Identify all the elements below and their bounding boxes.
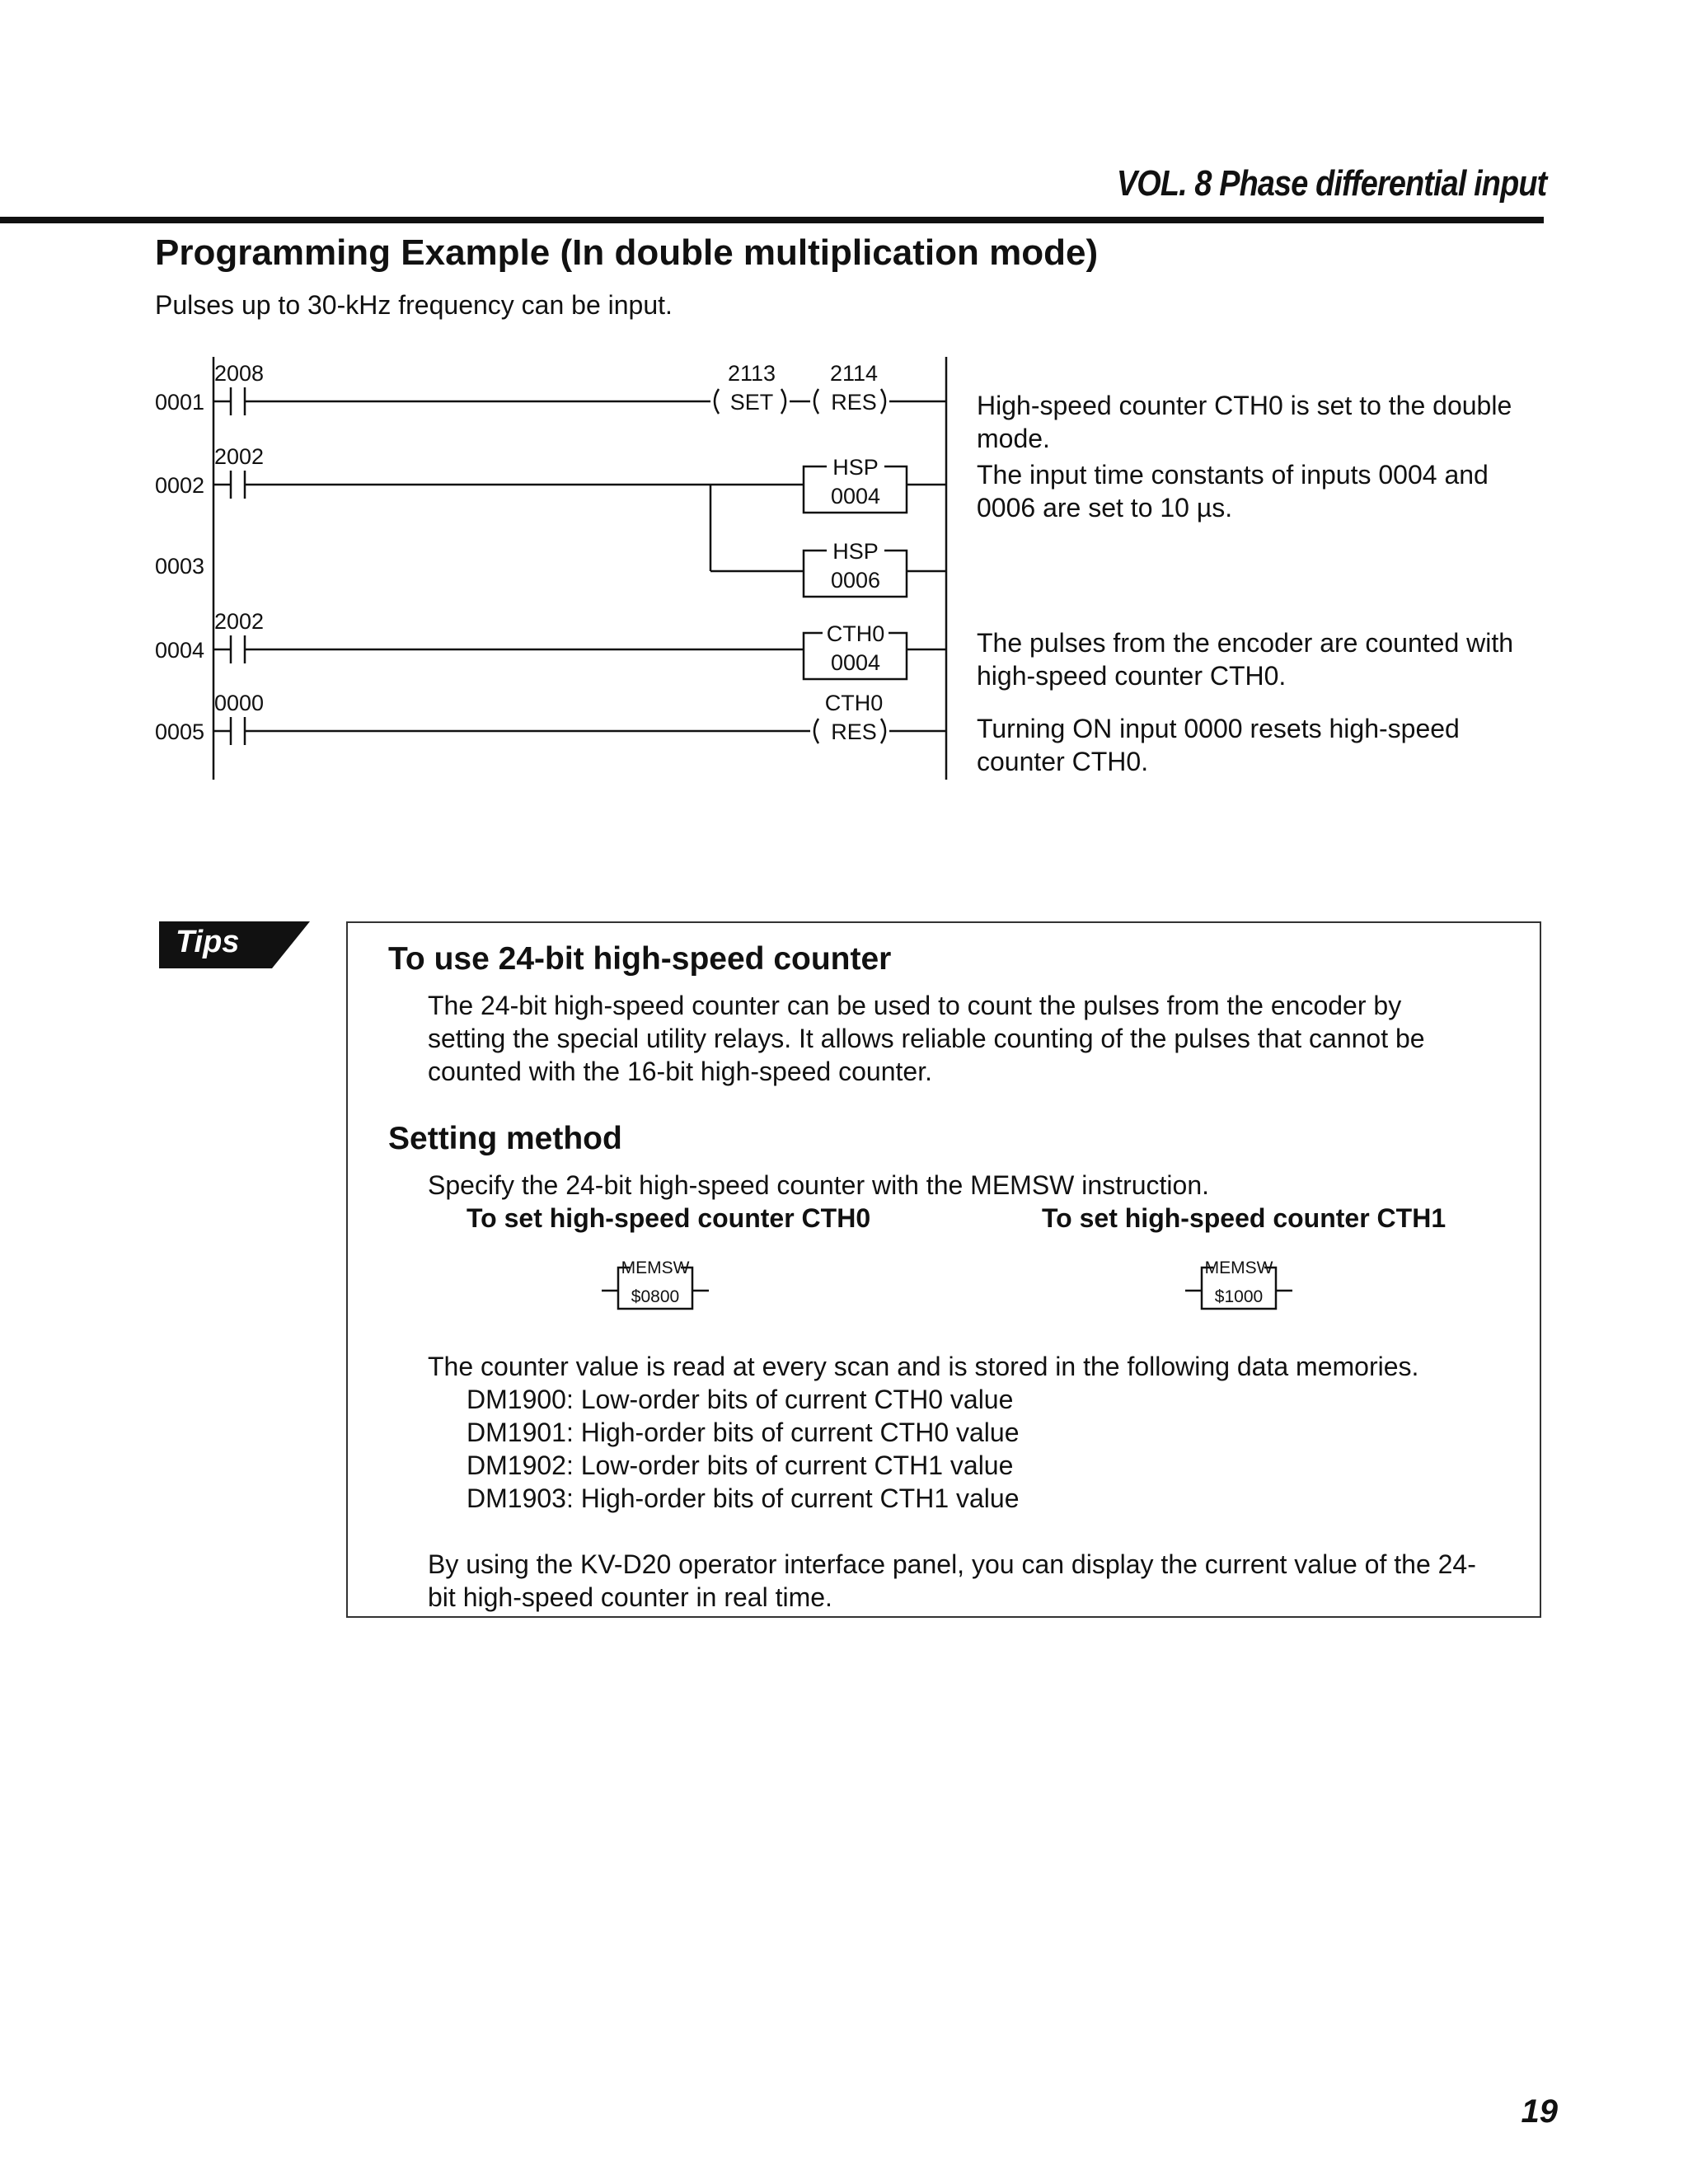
hsp-label: HSP (832, 539, 879, 564)
ladder-description: High-speed counter CTH0 is set to the double mode. (977, 391, 1512, 453)
memsw-value: $0800 (631, 1287, 680, 1306)
dm-list-item: DM1900: Low-order bits of current CTH0 value (467, 1385, 1014, 1414)
contact-label: 2002 (213, 444, 265, 469)
dm-list-item: DM1901: High-order bits of current CTH0 value (467, 1418, 1020, 1447)
tips-paragraph-line: The 24-bit high-speed counter can be used to count the pulses from the encoder by (428, 991, 1402, 1020)
section-intro: Pulses up to 30-kHz frequency can be input. (155, 290, 673, 320)
rung-number: 0001 (155, 390, 205, 415)
memsw-cth1-box (1177, 1253, 1309, 1310)
dm-list-item: DM1902: Low-order bits of current CTH1 value (467, 1451, 1014, 1480)
hsp-value: 0006 (830, 568, 881, 593)
section-title: Programming Example (In double multiplication mode) (155, 232, 1099, 273)
counter-intro: The counter value is read at every scan and is stored in the following data memories. (428, 1352, 1419, 1381)
memsw-label: MEMSW (1204, 1258, 1273, 1277)
tips-paragraph-line: counted with the 16-bit high-speed counter. (428, 1057, 932, 1086)
contact-label: 2002 (213, 609, 265, 634)
hsp-value: 0004 (830, 484, 881, 509)
rung-number: 0002 (155, 473, 205, 498)
contact-label: 0000 (213, 691, 265, 715)
memsw-label: MEMSW (621, 1258, 690, 1277)
set-coil-device: 2113 (727, 361, 776, 386)
memsw-cth0-box (593, 1253, 725, 1310)
rung-number: 0005 (155, 719, 205, 744)
setting-intro: Specify the 24-bit high-speed counter with the MEMSW instruction. (428, 1170, 1209, 1200)
ladder-description: The pulses from the encoder are counted with high-speed counter CTH0. (977, 628, 1514, 691)
hsp-label: HSP (832, 455, 879, 480)
closing-line: bit high-speed counter in real time. (428, 1582, 832, 1612)
ladder-description: Turning ON input 0000 resets high-speed counter CTH0. (977, 714, 1460, 776)
cth-label: CTH0 (826, 621, 885, 646)
setting-method-heading: Setting method (388, 1121, 622, 1156)
contact-label: 2008 (213, 361, 265, 386)
memsw-value: $1000 (1214, 1287, 1264, 1306)
tips-paragraph-line: setting the special utility relays. It allows reliable counting of the pulses that cannot be (428, 1024, 1425, 1053)
res-coil-device: 2114 (829, 361, 879, 386)
page-number: 19 (1521, 2093, 1558, 2130)
res-coil-label: RES (831, 390, 877, 415)
cth-value: 0004 (830, 650, 881, 675)
set-coil-label: SET (729, 390, 774, 415)
cth0-label: To set high-speed counter CTH0 (467, 1203, 871, 1233)
cth-res-label: RES (831, 719, 877, 744)
chapter-title: VOL. 8 Phase differential input (1116, 163, 1546, 204)
cth1-label: To set high-speed counter CTH1 (1042, 1203, 1447, 1233)
cth-res-device: CTH0 (824, 691, 884, 715)
rung-number: 0004 (155, 638, 205, 663)
dm-list-item: DM1903: High-order bits of current CTH1 value (467, 1483, 1020, 1513)
tips-badge-label: Tips (176, 925, 240, 959)
closing-line: By using the KV-D20 operator interface panel, you can display the current value of the 24- (428, 1549, 1476, 1579)
tips-heading: To use 24-bit high-speed counter (388, 941, 892, 977)
rung-number: 0003 (155, 554, 205, 579)
ladder-description: The input time constants of inputs 0004 and 0006 are set to 10 µs. (977, 460, 1489, 523)
